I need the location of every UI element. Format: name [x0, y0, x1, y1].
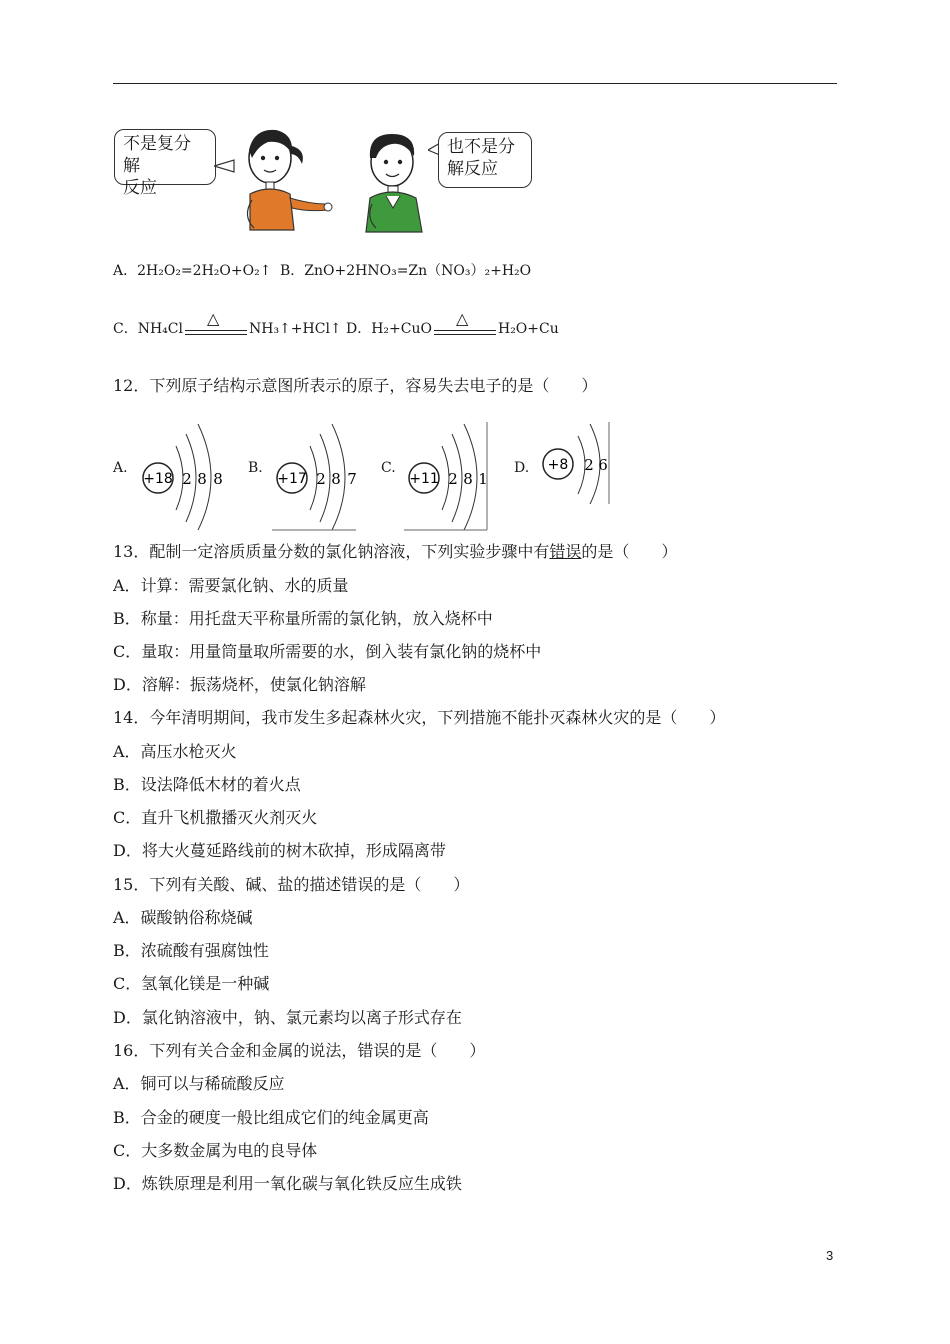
q11-option-a: A．2H₂O₂=2H₂O+O₂↑ — [113, 263, 272, 279]
svg-text:8: 8 — [331, 470, 341, 488]
q15-option-b: B．浓硫酸有强腐蚀性 — [113, 941, 269, 960]
q16-option-d: D．炼铁原理是利用一氧化碳与氧化铁反应生成铁 — [113, 1174, 462, 1193]
stem-text: 的是（ ） — [581, 542, 678, 561]
svg-text:8: 8 — [197, 470, 207, 488]
heating-condition — [185, 309, 247, 339]
q13-option-d: D．溶解：振荡烧杯，使氯化钠溶解 — [113, 675, 366, 694]
svg-text:+8: +8 — [547, 457, 569, 473]
atom-label: B. — [248, 460, 263, 476]
bubble-text-line: 也不是分 — [447, 137, 515, 157]
q16-option-b: B．合金的硬度一般比组成它们的纯金属更高 — [113, 1108, 429, 1127]
atom-diagram-a — [138, 420, 228, 530]
atom-diagram-b — [272, 420, 362, 532]
q11-option-d — [346, 309, 559, 339]
underlined-word: 错误 — [549, 542, 582, 561]
q13-option-c: C．量取：用量筒量取所需要的水，倒入装有氯化钠的烧杯中 — [113, 642, 542, 661]
q14-option-d: D．将大火蔓延路线前的树木砍掉，形成隔离带 — [113, 841, 446, 860]
boy-illustration — [356, 128, 436, 234]
header-rule — [113, 83, 837, 84]
svg-text:7: 7 — [347, 470, 357, 488]
q14-option-a: A．高压水枪灭火 — [113, 742, 237, 761]
heat-triangle-icon: △ — [455, 309, 469, 328]
girl-illustration — [214, 124, 336, 234]
svg-text:+18: +18 — [143, 471, 173, 487]
svg-text:+11: +11 — [409, 471, 439, 487]
equation-product: H₂O+Cu — [497, 321, 559, 337]
q11-option-c — [113, 309, 342, 339]
svg-text:2: 2 — [182, 470, 192, 488]
atom-label: C. — [381, 460, 396, 476]
q13-option-a: A．计算：需要氯化钠、水的质量 — [113, 576, 349, 595]
stem-text: 13．配制一定溶质质量分数的氯化钠溶液，下列实验步骤中有 — [113, 542, 550, 561]
speech-bubble-right — [438, 132, 532, 188]
svg-text:8: 8 — [213, 470, 223, 488]
atom-label: D. — [514, 460, 530, 476]
speech-bubble-left — [114, 129, 216, 198]
q14-stem: 14．今年清明期间，我市发生多起森林火灾，下列措施不能扑灭森林火灾的是（ ） — [113, 708, 726, 727]
q16-stem: 16．下列有关合金和金属的说法，错误的是（ ） — [113, 1041, 486, 1060]
q15-option-c: C．氢氧化镁是一种碱 — [113, 974, 270, 993]
q13-stem — [113, 542, 677, 562]
heat-triangle-icon: △ — [206, 309, 220, 328]
heating-condition — [434, 309, 496, 339]
svg-text:+17: +17 — [277, 471, 307, 487]
atom-diagram-d — [538, 420, 612, 506]
q15-stem: 15．下列有关酸、碱、盐的描述错误的是（ ） — [113, 875, 470, 894]
svg-text:2: 2 — [584, 456, 594, 474]
equation-reactant: D．H₂+CuO — [346, 321, 432, 337]
svg-text:1: 1 — [478, 470, 488, 488]
svg-text:2: 2 — [448, 470, 458, 488]
svg-text:8: 8 — [463, 470, 473, 488]
svg-text:6: 6 — [598, 456, 608, 474]
equation-product: NH₃↑+HCl↑ — [248, 321, 342, 337]
q16-option-a: A．铜可以与稀硫酸反应 — [113, 1074, 285, 1093]
svg-text:2: 2 — [316, 470, 326, 488]
bubble-text-line: 解反应 — [447, 159, 498, 179]
q16-option-c: C．大多数金属为电的良导体 — [113, 1141, 318, 1160]
q11-option-b: B．ZnO+2HNO₃=Zn（NO₃）₂+H₂O — [280, 263, 532, 279]
q14-option-b: B．设法降低木材的着火点 — [113, 775, 301, 794]
q14-option-c: C．直升飞机撒播灭火剂灭火 — [113, 808, 318, 827]
q13-option-b: B．称量：用托盘天平称量所需的氯化钠，放入烧杯中 — [113, 609, 493, 628]
atom-label: A. — [113, 460, 128, 476]
atom-diagram-c — [404, 420, 492, 532]
bubble-text-line: 不是复分解 — [123, 134, 191, 176]
q15-option-a: A．碳酸钠俗称烧碱 — [113, 908, 253, 927]
page-number: 3 — [826, 1248, 834, 1263]
bubble-text-line: 反应 — [123, 178, 157, 198]
q15-option-d: D．氯化钠溶液中，钠、氯元素均以离子形式存在 — [113, 1008, 462, 1027]
q12-stem: 12．下列原子结构示意图所表示的原子，容易失去电子的是（ ） — [113, 376, 598, 395]
equation-reactant: C．NH₄Cl — [113, 321, 183, 337]
